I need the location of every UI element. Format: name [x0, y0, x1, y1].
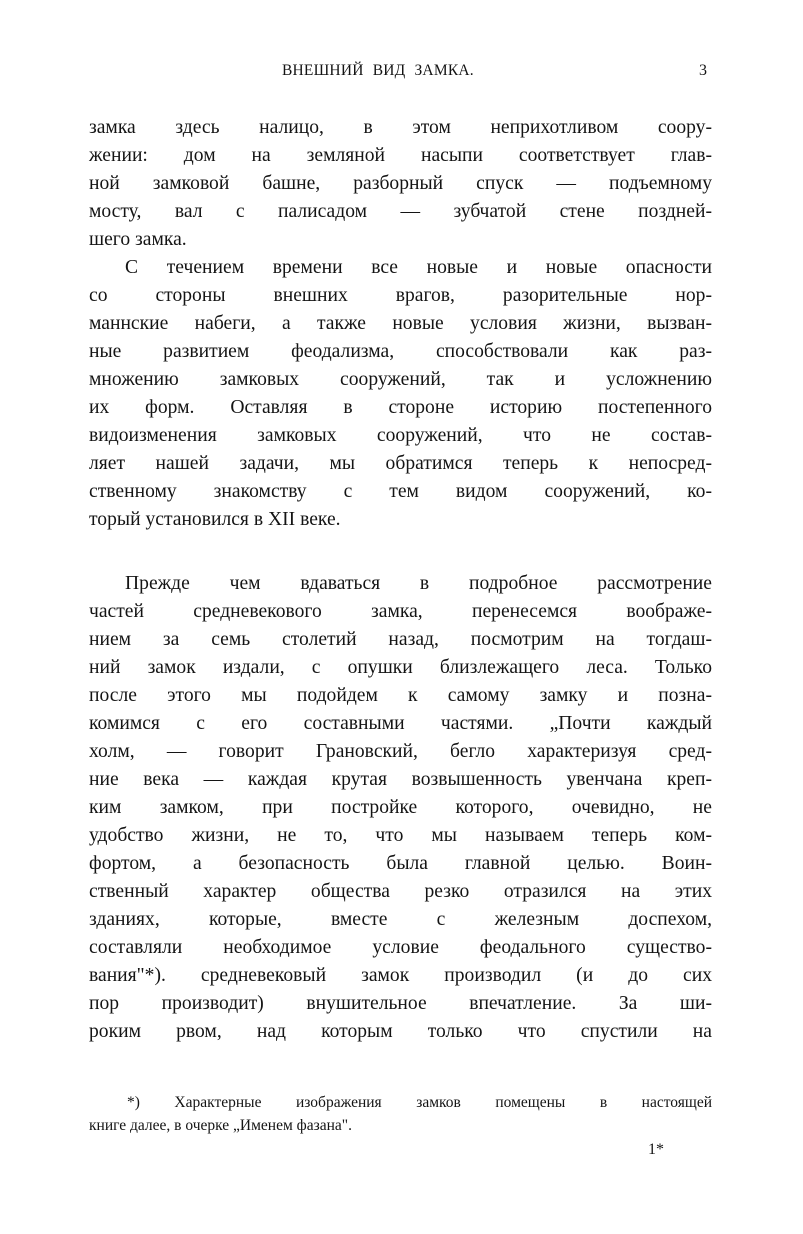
text-line: С течением времени все новые и новые опасности	[125, 257, 712, 278]
text-line: удобство жизни, не то, что мы называем теперь ком-	[89, 825, 712, 846]
text-line: ственный характер общества резко отразился на этих	[89, 881, 712, 902]
text-line: ственному знакомству с тем видом сооружений, ко-	[89, 481, 712, 502]
text-line: множению замковых сооружений, так и усложнению	[89, 369, 712, 390]
paragraph-3	[89, 570, 712, 1046]
text-line: вания"*). средневековый замок производил (и до сих	[89, 965, 712, 986]
text-line: ляет нашей задачи, мы обратимся теперь к непосред-	[89, 453, 712, 474]
text-line: видоизменения замковых сооружений, что не состав-	[89, 425, 712, 446]
text-line: ким замком, при постройке которого, очевидно, не	[89, 797, 712, 818]
body-text	[89, 114, 712, 1046]
text-line: частей средневекового замка, перенесемся воображе-	[89, 601, 712, 622]
text-line: холм, — говорит Грановский, бегло характеризуя сред-	[89, 741, 712, 762]
text-line: ные развитием феодализма, способствовали как раз-	[89, 341, 712, 362]
text-line: составляли необходимое условие феодального существо-	[89, 937, 712, 958]
text-line: нием за семь столетий назад, посмотрим на тогдаш-	[89, 629, 712, 650]
text-line: пор производит) внушительное впечатление. За ши-	[89, 993, 712, 1014]
text-line: роким рвом, над которым только что спустили на	[89, 1021, 712, 1042]
running-title: ВНЕШНИЙ ВИД ЗАМКА.	[282, 62, 474, 79]
footnote	[89, 1091, 712, 1137]
text-line: со стороны внешних врагов, разорительные нор-	[89, 285, 712, 306]
text-line: их форм. Оставляя в стороне историю постепенного	[89, 397, 712, 418]
text-line: торый установился в XII веке.	[89, 509, 341, 530]
page-number: 3	[699, 62, 707, 79]
text-line: маннские набеги, а также новые условия жизни, вызван-	[89, 313, 712, 334]
text-line: ний замок издали, с опушки близлежащего леса. Только	[89, 657, 712, 678]
text-line: комимся с его составными частями. „Почти каждый	[89, 713, 712, 734]
text-line: после этого мы подойдем к самому замку и позна-	[89, 685, 712, 706]
footnote-line: *) Характерные изображения замков помещены в настоящей	[127, 1094, 712, 1111]
text-line: ние века — каждая крутая возвышенность увенчана креп-	[89, 769, 712, 790]
paragraph-2	[89, 254, 712, 534]
running-header	[0, 62, 803, 86]
paragraph-1	[89, 114, 712, 254]
signature-mark: 1*	[648, 1141, 664, 1158]
text-line: Прежде чем вдаваться в подробное рассмотрение	[125, 573, 712, 594]
text-line: ной замковой башне, разборный спуск — подъемному	[89, 173, 712, 194]
footnote-line: книге далее, в очерке „Именем фазана".	[89, 1117, 352, 1134]
text-line: шего замка.	[89, 229, 187, 250]
text-line: мосту, вал с палисадом — зубчатой стене поздней-	[89, 201, 712, 222]
paragraph-gap	[89, 534, 712, 570]
text-line: жении: дом на земляной насыпи соответствует глав-	[89, 145, 712, 166]
text-line: зданиях, которые, вместе с железным доспехом,	[89, 909, 712, 930]
text-line: фортом, а безопасность была главной целью. Воин-	[89, 853, 712, 874]
text-line: замка здесь налицо, в этом неприхотливом соору-	[89, 117, 712, 138]
